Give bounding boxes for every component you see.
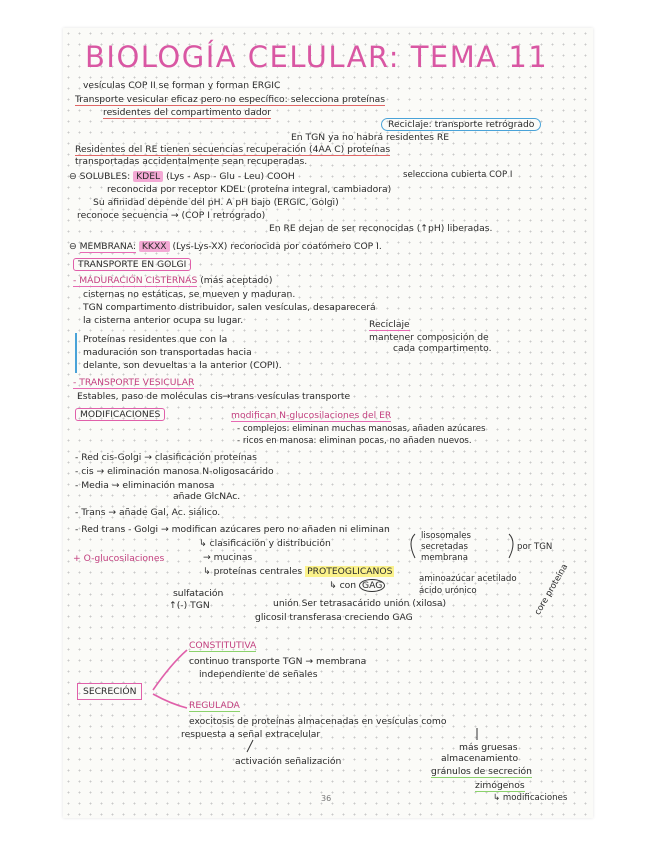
bracket-line-1: Proteínas residentes que con la bbox=[83, 334, 228, 345]
maduracion-label: - MADURACIÓN CISTERNAS bbox=[73, 275, 198, 286]
gag-detail-2: ácido urónico bbox=[419, 586, 477, 596]
reciclaje-box: Reciclaje: transporte retrógrado bbox=[381, 118, 541, 131]
membrana-text: (Lys-Lys-XX) reconocida por coatómero COP I. bbox=[172, 241, 382, 252]
red-cis-line: - Red cis-Golgi → clasificación proteínas bbox=[75, 452, 257, 463]
regulada-label: REGULADA bbox=[189, 700, 240, 711]
cis-line: - cis → eliminación manosa N-oligosacárido bbox=[75, 466, 274, 477]
intro-line-5: Residentes del RE tienen secuencias recuperación (4AA C) proteínas bbox=[75, 144, 391, 155]
page-title: BIOLOGÍA CELULAR: TEMA 11 bbox=[85, 40, 549, 74]
gag-circle: GAG bbox=[359, 579, 385, 592]
media-line-1: - Media → eliminación manosa bbox=[75, 480, 215, 491]
reciclaje-note-2: cada compartimento. bbox=[393, 343, 492, 354]
o-line-2: ↳ proteínas centrales PROTEOGLICANOS bbox=[203, 566, 393, 577]
union-line: unión Ser tetrasacárido unión (xilosa) bbox=[273, 598, 447, 609]
golgi-heading: TRANSPORTE EN GOLGI bbox=[73, 258, 191, 271]
granulos-secrecion: gránulos de secreción bbox=[431, 766, 532, 777]
sulfatacion-tgn: ↑(-) TGN bbox=[169, 600, 210, 611]
regulada-line-1: exocitosis de proteínas almacenadas en vesículas como bbox=[189, 716, 447, 727]
constitutiva-line-1: continuo transporte TGN → membrana bbox=[189, 656, 367, 667]
minus-circle-icon: ⊖ bbox=[69, 241, 77, 252]
bracket-line-2: maduración son transportadas hacia bbox=[83, 347, 252, 358]
por-tgn: por TGN bbox=[517, 542, 553, 552]
solubles-line-5: En RE dejan de ser reconocidas (↑pH) liberadas. bbox=[269, 223, 493, 234]
secrecion-arrows bbox=[63, 28, 593, 818]
regulada-line-2: respuesta a señal extracelular bbox=[181, 729, 321, 740]
solubles-line-2: reconocida por receptor KDEL (proteína integral, cambiadora) bbox=[107, 184, 392, 195]
red-trans-line: - Red trans - Golgi → modifican azúcares pero no añaden ni eliminan bbox=[75, 524, 390, 535]
mod-line-1: - complejos: eliminan muchas manosas, añaden azúcares bbox=[237, 424, 486, 434]
dest-secretadas: secretadas bbox=[421, 542, 468, 552]
reciclaje-note-1: mantener composición de bbox=[369, 332, 489, 343]
activacion: activación señalización bbox=[235, 756, 342, 767]
minus-circle-icon: ⊖ bbox=[69, 171, 77, 182]
trans-line: - Trans → añade Gal, Ac. siálico. bbox=[75, 507, 221, 518]
intro-line-1: vesículas COP II se forman y forman ERGIC bbox=[83, 80, 281, 91]
zimogenos: zimógenos bbox=[475, 780, 525, 791]
red-trans-line-2: ↳ clasificación y distribución bbox=[199, 538, 331, 549]
core-proteina: core proteína bbox=[533, 562, 571, 617]
kdel-sequence: (Lys - Asp - Glu - Leu) COOH bbox=[166, 171, 295, 182]
kdel-signal: KDEL bbox=[133, 171, 163, 182]
modificaciones-note: ↳ modificaciones bbox=[493, 793, 568, 803]
dest-lisosomales: lisosomales bbox=[421, 531, 472, 541]
vesicular-line-1: Estables, paso de moléculas cis→trans vesículas transporte bbox=[77, 391, 351, 402]
brace-destinos bbox=[411, 534, 415, 558]
gag-detail-1: aminoazúcar acetilado bbox=[419, 574, 517, 584]
modificaciones-label: MODIFICACIONES bbox=[75, 408, 165, 421]
membrana-label: MEMBRANA: bbox=[79, 241, 136, 252]
maduracion-line-2: TGN compartimento distribuidor, salen vesículas, desaparecerá bbox=[83, 302, 376, 313]
intro-line-2: Transporte vesicular eficaz pero no específico: selecciona proteínas bbox=[75, 94, 386, 105]
mod-line-2: - ricos en manosa: eliminan pocas, no añaden nuevos. bbox=[237, 436, 472, 446]
solubles-side-note: selecciona cubierta COP I bbox=[403, 170, 513, 180]
secrecion-label: SECRECIÓN bbox=[77, 683, 142, 700]
arrow-regulada bbox=[153, 694, 187, 708]
brace-tgn bbox=[509, 534, 513, 558]
mod-line-0: modifican N-glucosilaciones del ER bbox=[231, 410, 392, 421]
o-line-1: → mucinas bbox=[203, 552, 253, 563]
solubles-label: SOLUBLES: bbox=[79, 171, 131, 182]
maduracion-note: (más aceptado) bbox=[200, 275, 273, 286]
arrow-activacion bbox=[247, 740, 253, 752]
almacenamiento: almacenamiento bbox=[441, 753, 519, 764]
solubles-line-3: Su afinidad depende del pH. A pH bajo (ERGIC, Golgi) bbox=[93, 197, 339, 208]
maduracion-line-1: cisternas no estáticas, se mueven y maduran. bbox=[83, 289, 296, 300]
notebook-page bbox=[63, 28, 593, 818]
intro-line-6: transportadas accidentalmente sean recuperadas. bbox=[75, 156, 308, 167]
constitutiva-label: CONSTITUTIVA bbox=[189, 640, 257, 651]
bracket-line-3: delante, son devueltas a la anterior (COPI). bbox=[83, 360, 282, 371]
maduracion-line-3: la cisterna anterior ocupa su lugar. bbox=[83, 315, 244, 326]
reciclaje-label: Reciclaje bbox=[369, 319, 410, 330]
media-line-2: añade GlcNAc. bbox=[173, 491, 241, 502]
proteoglicanos: PROTEOGLICANOS bbox=[307, 566, 393, 577]
intro-line-3: residentes del compartimento dador bbox=[103, 107, 272, 118]
vesicular-label: - TRANSPORTE VESICULAR bbox=[73, 377, 195, 388]
arrow-constitutiva bbox=[153, 650, 187, 690]
mas-gruesas: más gruesas bbox=[459, 742, 518, 753]
constitutiva-line-2: independiente de señales bbox=[199, 669, 318, 680]
solubles-line-4: reconoce secuencia → (COP I retrógrado) bbox=[77, 210, 266, 221]
gag-row: ↳ con GAG bbox=[329, 580, 385, 591]
o-glucosilaciones: + O-glucosilaciones bbox=[73, 553, 165, 564]
sulfatacion: sulfatación bbox=[173, 588, 224, 599]
page-number: 36 bbox=[321, 794, 332, 803]
kkxx-signal: KKXX bbox=[139, 241, 170, 252]
dest-membrana: membrana bbox=[421, 553, 468, 563]
glicosil-line: glicosil transferasa creciendo GAG bbox=[255, 612, 413, 623]
intro-line-4: En TGN ya no habrá residentes RE bbox=[291, 132, 450, 143]
